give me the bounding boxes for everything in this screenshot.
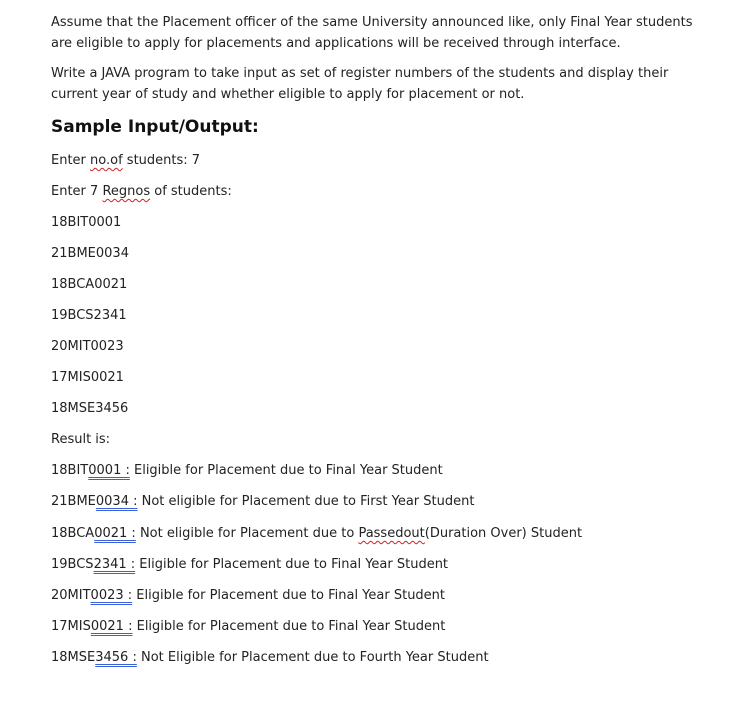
result-line bbox=[51, 588, 445, 604]
result-prefix: 21BME bbox=[51, 494, 96, 509]
result-line bbox=[51, 494, 474, 510]
section-heading: Sample Input/Output: bbox=[51, 117, 259, 137]
intro-line: Write a JAVA program to take input as set of register numbers of the students and display their bbox=[51, 66, 669, 81]
spelling-flag[interactable]: no.of bbox=[90, 153, 123, 168]
result-text: Not Eligible for Placement due to Fourth Year Student bbox=[136, 650, 489, 665]
spelling-flag[interactable]: Passedout bbox=[358, 526, 425, 541]
regno-item: 20MIT0023 bbox=[51, 339, 124, 354]
regno-item: 18MSE3456 bbox=[51, 401, 129, 416]
intro-line: current year of study and whether eligible to apply for placement or not. bbox=[51, 87, 525, 102]
regno-item: 17MIS0021 bbox=[51, 370, 124, 385]
intro-line: are eligible to apply for placements and applications will be received through interface. bbox=[51, 36, 621, 51]
spelling-flag[interactable]: Regnos bbox=[102, 184, 151, 199]
result-prefix: 18BCA bbox=[51, 526, 95, 541]
result-text: Eligible for Placement due to Final Year Student bbox=[135, 557, 449, 572]
prompt-regnos bbox=[51, 184, 232, 200]
prompt-text: Enter 7 bbox=[51, 184, 103, 199]
result-prefix: 20MIT bbox=[51, 588, 91, 603]
result-line bbox=[51, 650, 489, 666]
intro-line: Assume that the Placement officer of the same University announced like, only Final Year students bbox=[51, 15, 693, 30]
result-line bbox=[51, 526, 582, 542]
regno-item: 21BME0034 bbox=[51, 246, 129, 261]
result-prefix: 18MSE bbox=[51, 650, 96, 665]
result-prefix: 18BIT bbox=[51, 463, 89, 478]
result-line bbox=[51, 557, 448, 573]
regno-item: 18BCA0021 bbox=[51, 277, 128, 292]
prompt-text: students: 7 bbox=[122, 153, 201, 168]
grammar-flag[interactable]: 0021 : bbox=[94, 526, 136, 541]
prompt-text: of students: bbox=[150, 184, 232, 199]
grammar-flag[interactable]: 2341 : bbox=[93, 557, 136, 572]
result-prefix: 17MIS bbox=[51, 619, 91, 634]
result-text: Eligible for Placement due to Final Year Student bbox=[129, 463, 443, 478]
intro-paragraph-2 bbox=[51, 63, 691, 105]
regno-item: 19BCS2341 bbox=[51, 308, 127, 323]
result-label: Result is: bbox=[51, 432, 111, 447]
result-line bbox=[51, 463, 443, 479]
regno-item: 18BIT0001 bbox=[51, 215, 122, 230]
intro-paragraph-1 bbox=[51, 12, 691, 54]
result-text: Not eligible for Placement due to bbox=[135, 526, 359, 541]
result-text: (Duration Over) Student bbox=[424, 526, 583, 541]
grammar-flag[interactable]: 0034 : bbox=[95, 494, 138, 509]
grammar-flag[interactable]: 3456 : bbox=[95, 650, 137, 665]
prompt-student-count bbox=[51, 153, 200, 169]
result-text: Eligible for Placement due to Final Year Student bbox=[132, 619, 446, 634]
result-line bbox=[51, 619, 445, 635]
grammar-flag[interactable]: 0021 : bbox=[90, 619, 133, 634]
prompt-text: Enter bbox=[51, 153, 91, 168]
result-prefix: 19BCS bbox=[51, 557, 94, 572]
result-text: Not eligible for Placement due to First Year Student bbox=[137, 494, 475, 509]
grammar-flag[interactable]: 0023 : bbox=[90, 588, 133, 603]
grammar-flag[interactable]: 0001 : bbox=[88, 463, 130, 478]
result-text: Eligible for Placement due to Final Year Student bbox=[132, 588, 446, 603]
